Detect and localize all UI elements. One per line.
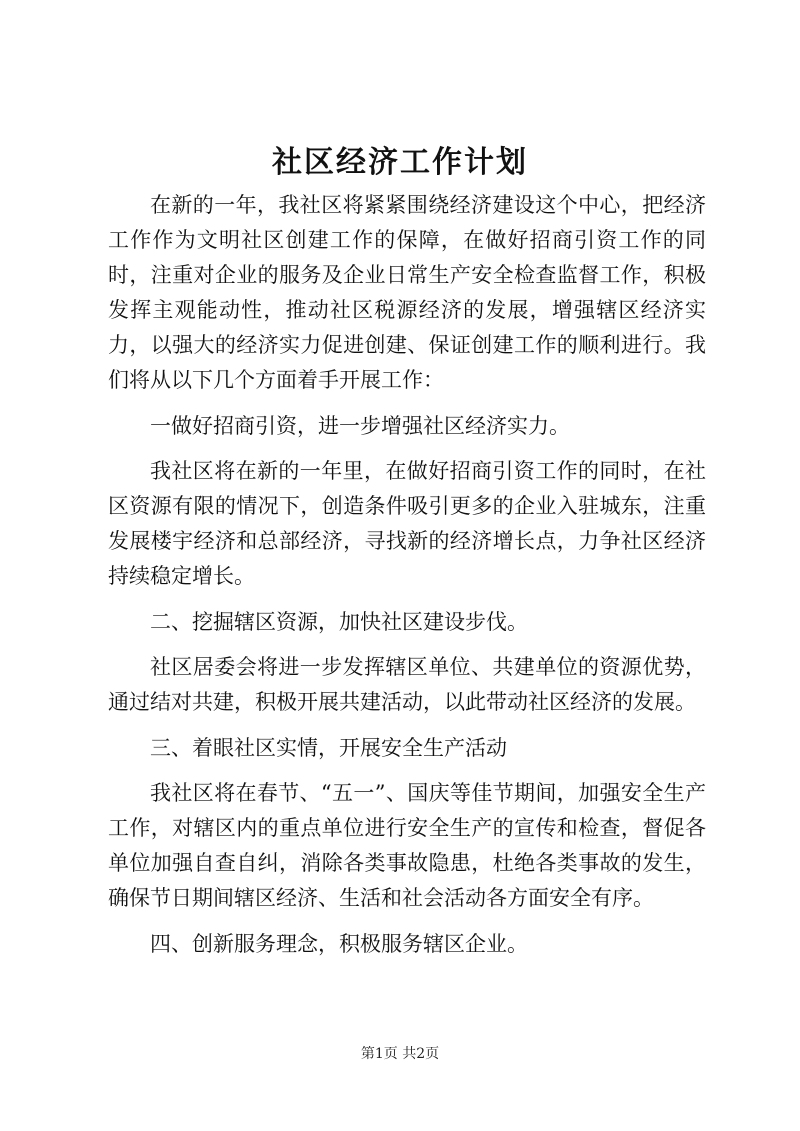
document-body bbox=[108, 188, 706, 972]
document-title: 社区经济工作计划 bbox=[272, 145, 528, 180]
paragraph-section-3: 我社区将在春节、“五一”、国庆等佳节期间，加强安全生产工作，对辖区内的重点单位进行安全生产的宣传和检查，督促各单位加强自查自纠，消除各类事故隐患，杜绝各类事故的发生，确保节日期间辖区经济、生活和社会活动各方面安全有序。 bbox=[108, 781, 706, 910]
page-footer: 第1页 共2页 bbox=[360, 1046, 440, 1062]
heading-section-4: 四、创新服务理念，积极服务辖区企业。 bbox=[150, 931, 528, 956]
heading-section-1: 一做好招商引资，进一步增强社区经济实力。 bbox=[150, 413, 570, 438]
paragraph-intro: 在新的一年，我社区将紧紧围绕经济建设这个中心，把经济工作作为文明社区创建工作的保障，在做好招商引资工作的同时，注重对企业的服务及企业日常生产安全检查监督工作，积极发挥主观能动性，推动社区税源经济的发展，增强辖区经济实力，以强大的经济实力促进创建、保证创建工作的顺利进行。我们将从以下几个方面着手开展工作： bbox=[108, 193, 706, 392]
heading-section-2: 二、挖掘辖区资源，加快社区建设步伐。 bbox=[150, 609, 528, 634]
paragraph-section-1: 我社区将在新的一年里，在做好招商引资工作的同时，在社区资源有限的情况下，创造条件吸引更多的企业入驻城东，注重发展楼宇经济和总部经济，寻找新的经济增长点，力争社区经济持续稳定增长。 bbox=[108, 459, 706, 588]
heading-section-3: 三、着眼社区实情，开展安全生产活动 bbox=[150, 735, 507, 760]
paragraph-section-2: 社区居委会将进一步发挥辖区单位、共建单位的资源优势，通过结对共建，积极开展共建活动，以此带动社区经济的发展。 bbox=[108, 655, 706, 714]
